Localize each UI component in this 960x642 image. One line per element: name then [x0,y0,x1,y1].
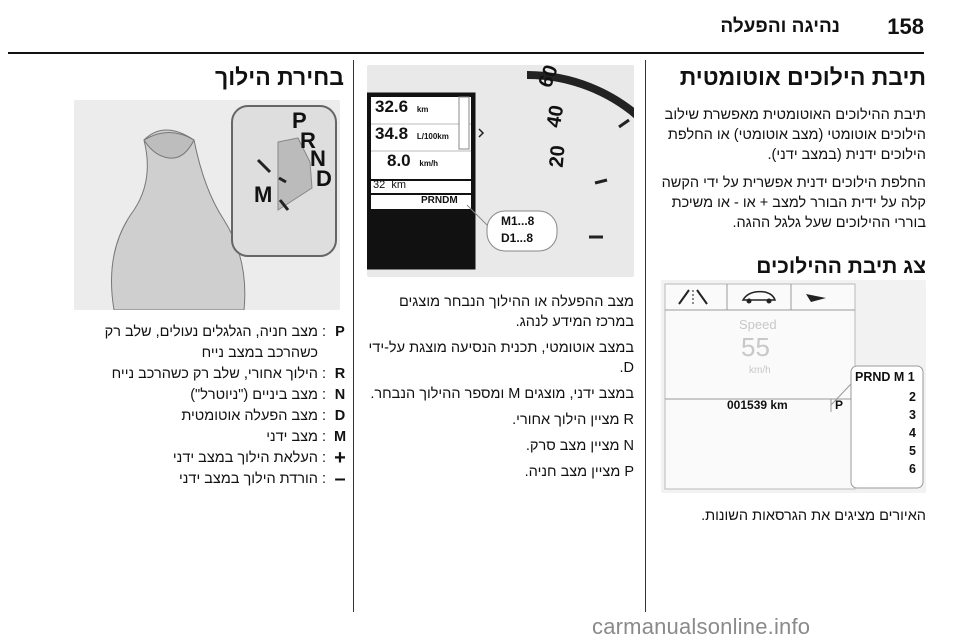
subsection-heading: צג תיבת ההילוכים [756,255,926,278]
speed-unit: km/h [419,159,439,168]
consumption-value: 34.8 [375,124,409,143]
key-letter: M [333,429,347,445]
key-text: הילוך אחורי, שלב רק כשהרכב נייח [111,366,318,382]
gauge-tick: 20 [545,144,570,169]
key-letter: – [334,468,346,490]
prndm-indicator: PRNDM [421,195,458,206]
display-drawing [661,280,926,493]
gauge-tick: 60 [534,62,563,91]
gear-strip: P [835,398,844,412]
speed-label: Speed [739,317,777,332]
consumption-unit: L/100km [416,132,449,141]
gear-selector-illustration [74,100,340,310]
key-text: מצב הפעלה אוטומטית [181,408,318,424]
paragraph: במצב אוטומטי, תכנית הנסיעה מוצגת על-ידי D. [368,340,634,376]
key-item [74,385,350,406]
gauge-tick: 40 [542,103,569,130]
key-sep: : [321,324,327,340]
header-rule [8,52,924,54]
drive-range-callout: D1...8 [501,231,534,245]
gate-letter-m: M [254,182,273,207]
key-text: הורדת הילוך במצב ידני [179,471,318,487]
speed-unit: km/h [749,365,771,376]
key-sep: : [321,471,327,487]
figure-caption: האיורים מציגים את הגרסאות השונות. [701,508,926,524]
trip-counter: 32 km [373,179,407,191]
key-item [74,364,350,385]
gear-number: 4 [909,426,916,440]
key-letter: R [334,366,346,382]
key-text: מצב ידני [266,429,318,445]
key-sep: : [321,387,327,403]
section-heading: בחירת הילוך [214,64,344,90]
key-text: העלאת הילוך במצב ידני [172,450,318,466]
column-left [74,60,344,91]
key-text: מצב חניה, הגלגלים נעולים, שלב רק כשהרכב במצב נייח [104,324,318,361]
key-sep: : [321,408,327,424]
key-sep: : [321,429,327,445]
key-sep: : [321,366,327,382]
column-divider [645,60,646,612]
gear-key-list [74,322,350,490]
instrument-cluster-illustration [367,62,634,277]
page-number: 158 [887,14,924,39]
key-item [74,427,350,448]
key-item [74,469,350,490]
key-sep: : [321,450,327,466]
consumption-row [375,124,449,144]
gear-number: 5 [909,444,916,458]
paragraph: N מציין מצב סרק. [525,438,634,454]
key-letter: P [335,324,345,340]
gate-letter-n: N [310,146,326,171]
key-letter: + [334,447,346,469]
gear-callout-list [909,388,916,478]
key-letter: D [334,408,346,424]
page-header [0,0,960,52]
paragraph: P מציין מצב חניה. [524,464,634,480]
paragraph: תיבת ההילוכים האוטומטית מאפשרת שילוב הילוכים אוטומטי (מצב אוטומטי) או החלפת הילוכים ידנית (במצב ידני). [664,107,926,163]
manual-range-callout: M1...8 [501,214,535,228]
gear-display-illustration [661,280,926,493]
speed-row [387,151,438,171]
paragraph: R מציין הילוך אחורי. [512,412,634,428]
gate-letter-r: R [300,128,316,153]
paragraph: החלפת הילוכים ידנית אפשרית על ידי הקשה קלה על ידית הבורר למצב + או - או משיכת בוררי ההילוכים שעל גלגל ההגה. [661,175,926,231]
gear-number: 6 [909,462,916,476]
column-right [656,60,926,279]
column-divider [353,60,354,612]
watermark-link[interactable]: carmanualsonline.info [592,614,811,639]
gate-letter-d: D [316,166,332,191]
paragraph: במצב ידני, מוצגים M ומספר ההילוך הנבחר. [370,386,634,402]
gear-callout-line: PRND M 1 [855,370,915,384]
key-text: מצב ביניים ("ניוטרל") [190,387,318,403]
gate-letter-p: P [292,108,307,133]
trip-unit: km [416,105,429,114]
trip-row [375,97,428,117]
key-letter: N [334,387,346,403]
speed-value: 55 [741,332,770,362]
speed-value: 8.0 [387,151,411,170]
key-item [74,406,350,427]
running-title: נהיגה והפעלה [720,16,840,37]
odometer: 001539 km [727,398,788,412]
key-item [74,448,350,469]
trip-value: 32.6 [375,97,409,116]
key-item [74,322,350,364]
paragraph: מצב ההפעלה או ההילוך הנבחר מוצגים במרכז המידע לנהג. [398,294,634,330]
column-middle [364,292,634,482]
section-heading: תיבת הילוכים אוטומטית [679,64,926,90]
gear-number: 3 [909,408,916,422]
gear-number: 2 [909,390,916,404]
